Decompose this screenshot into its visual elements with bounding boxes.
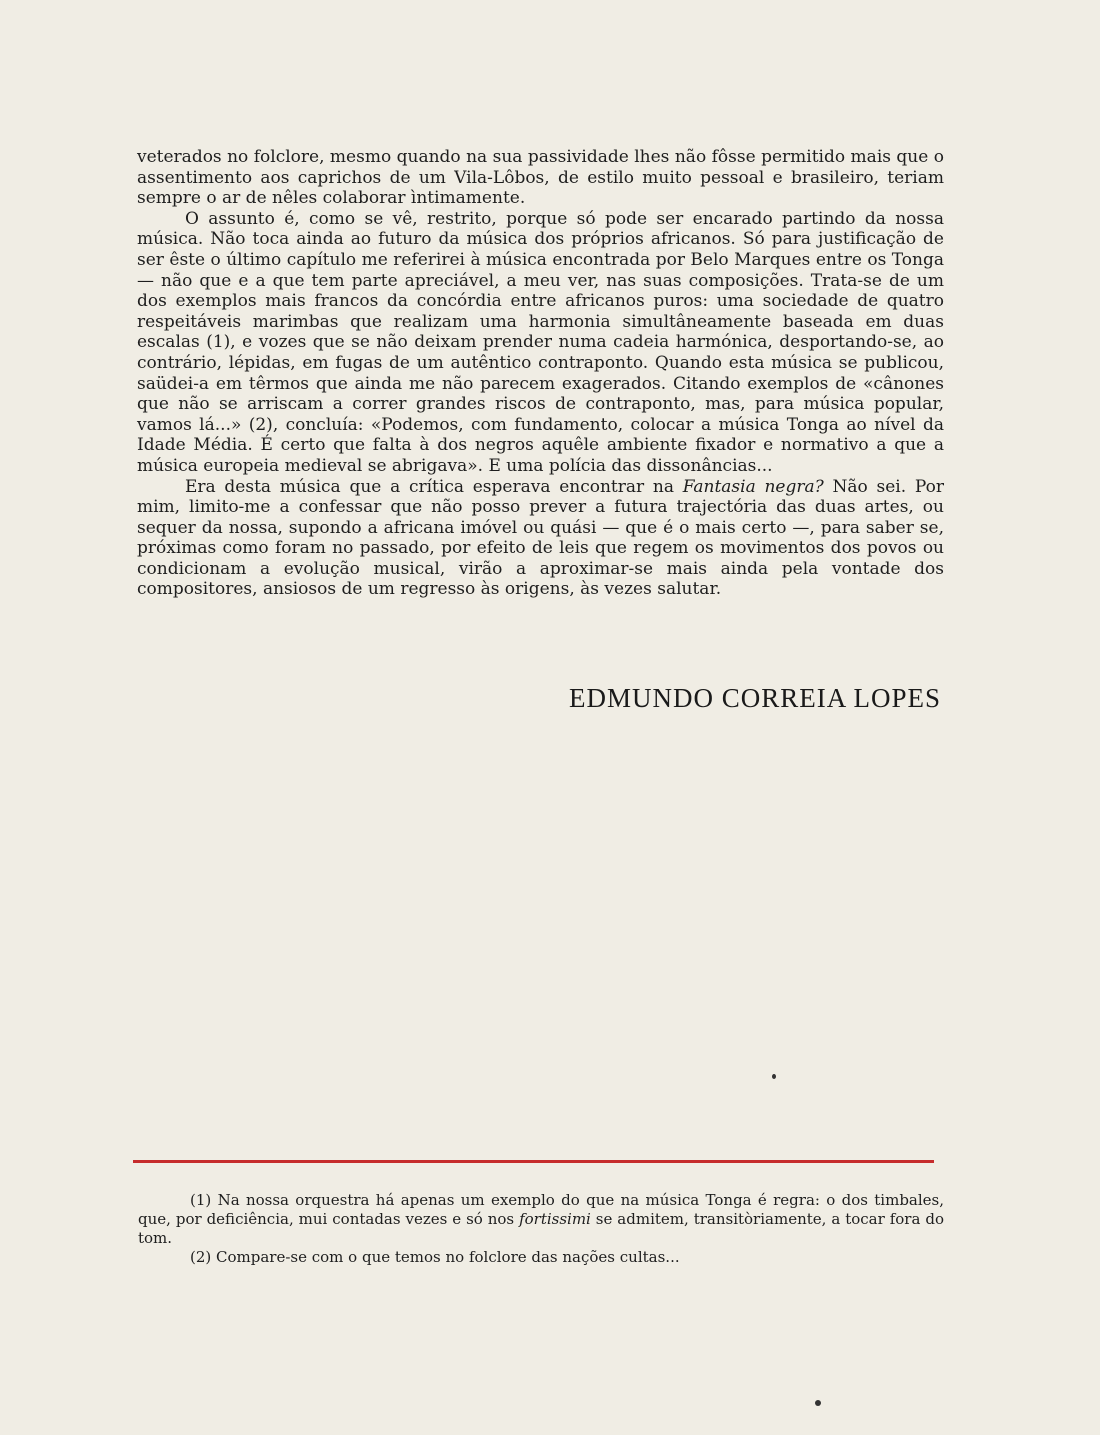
text-run: (2) Compare-se com o que temos no folclore das nações cultas... [190, 1248, 680, 1266]
footnotes [138, 1191, 944, 1267]
author-signature: EDMUNDO CORREIA LOPES [568, 683, 941, 713]
paragraph [137, 209, 944, 477]
footnote-divider [133, 1160, 934, 1163]
text-run: (1) Na nossa orquestra há apenas um exemplo do que na música Tonga é regra: o dos timbales, que, por deficiência, mui contadas vezes e só nos [138, 1191, 944, 1228]
paragraph [137, 477, 944, 601]
text-run: O assunto é, como se vê, restrito, porque só pode ser encarado partindo da nossa música. Não toca ainda ao futuro da música dos próprios africanos. Só para justificação de ser êste o último capítulo me referirei à música encontrada por Belo Marques entre os Tonga — não que e a que tem parte apreciável, a meu ver, nas suas composições. Trata-se de um dos exemplos mais francos da concórdia entre africanos puros: uma sociedade de quatro respeitáveis marimbas que realizam uma harmonia simultâneamente baseada em duas escalas (1), e vozes que se não deixam prender numa cadeia harmónica, desportando-se, ao contrário, lépidas, em fugas de um autêntico contraponto. Quando esta música se publicou, saüdei-a em têrmos que ainda me não parecem exagerados. Citando exemplos de «cânones que não se arriscam a correr grandes riscos de contraponto, mas, para música popular, vamos lá...» (2), concluía: «Podemos, com fundamento, colocar a música Tonga ao nível da Idade Média. É certo que falta à dos negros aquêle ambiente fixador e normativo a que a música europeia medieval se abrigava». E uma polícia das dissonâncias... [137, 208, 944, 476]
footnote [138, 1191, 944, 1248]
text-run: Era desta música que a crítica esperava encontrar na [185, 476, 683, 497]
body-text [137, 147, 944, 600]
text-run: veterados no folclore, mesmo quando na sua passividade lhes não fôsse permitido mais que o assentimento aos caprichos de um Vila-Lôbos, de estilo muito pessoal e brasileiro, teriam sempre o ar de nêles colaborar ìntimamente. [137, 147, 944, 209]
text-run: Não sei. Por mim, limito-me a confessar que não posso prever a futura trajectória das duas artes, ou sequer da nossa, supondo a africana imóvel ou quási — que é o mais certo —, para saber se, próximas como foram no passado, por efeito de leis que regem os movimentos dos povos ou condicionam a evolução musical, virão a aproximar-se mais ainda pela vontade dos compositores, ansiosos de um regresso às origens, às vezes salutar. [137, 476, 944, 600]
ink-speck [772, 1074, 776, 1079]
italic-text: fortissimi [519, 1210, 591, 1228]
ink-speck [815, 1400, 821, 1406]
footnote [138, 1248, 944, 1267]
text-run: se admitem, transitòriamente, a tocar fora do tom. [138, 1210, 944, 1247]
paragraph [137, 147, 944, 209]
italic-text: Fantasia negra? [682, 476, 824, 497]
